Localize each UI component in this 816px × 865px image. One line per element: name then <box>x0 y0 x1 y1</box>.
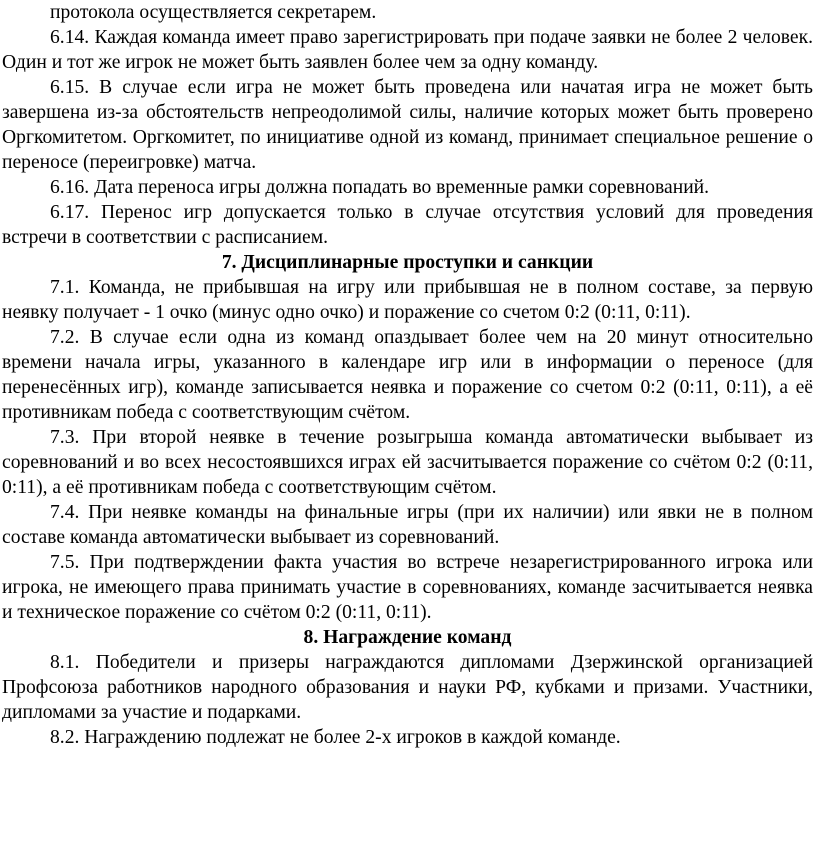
paragraph-7-5: 7.5. При подтверждении факта участия во встрече незарегистрированного игрока или игрока, не имеющего права принимать участие в соревнованиях, команде засчитывается неявка и техническое поражение со счётом 0:2 (0:11, 0:11). <box>2 552 813 623</box>
section-8-heading: 8. Награждение команд <box>303 627 512 648</box>
paragraph-6-15: 6.15. В случае если игра не может быть проведена или начатая игра не может быть завершена из-за обстоятельств непреодолимой силы, наличие которых может быть проверено Оргкомитетом. Оргкомитет, по инициативе одной из команд, принимает специальное решение о переносе (переигровке) матча. <box>2 77 813 173</box>
paragraph-6-14: 6.14. Каждая команда имеет право зарегистрировать при подаче заявки не более 2 человек. Один и тот же игрок не может быть заявлен более чем за одну команду. <box>2 27 813 73</box>
paragraph-7-3: 7.3. При второй неявке в течение розыгрыша команда автоматически выбывает из соревнований и во всех несостоявшихся играх ей засчитывается поражение со счётом 0:2 (0:11, 0:11), а её противникам победа с соответствующим счётом. <box>2 427 813 498</box>
paragraph-7-4: 7.4. При неявке команды на финальные игры (при их наличии) или явки не в полном составе команда автоматически выбывает из соревнований. <box>2 502 813 548</box>
section-7-heading: 7. Дисциплинарные проступки и санкции <box>221 252 594 273</box>
paragraph-7-1: 7.1. Команда, не прибывшая на игру или прибывшая не в полном составе, за первую неявку получает - 1 очко (минус одно очко) и поражение со счетом 0:2 (0:11, 0:11). <box>2 277 813 323</box>
paragraph-6-16: 6.16. Дата переноса игры должна попадать во временные рамки соревнований. <box>50 177 710 198</box>
continuation-text: протокола осуществляется секретарем. <box>50 2 377 23</box>
paragraph-7-2: 7.2. В случае если одна из команд опаздывает более чем на 20 минут относительно времени начала игры, указанного в календаре игр или в информации о переносе (для перенесённых игр), команде записывается неявка и поражение со счетом 0:2 (0:11, 0:11), а её противникам победа с соответствующим счётом. <box>2 327 813 423</box>
paragraph-6-17: 6.17. Перенос игр допускается только в случае отсутствия условий для проведения встречи в соответствии с расписанием. <box>2 202 813 248</box>
paragraph-8-1: 8.1. Победители и призеры награждаются дипломами Дзержинской организацией Профсоюза работников народного образования и науки РФ, кубками и призами. Участники, дипломами за участие и подарками. <box>2 652 813 723</box>
paragraph-8-2: 8.2. Награждению подлежат не более 2-х игроков в каждой команде. <box>50 727 621 748</box>
